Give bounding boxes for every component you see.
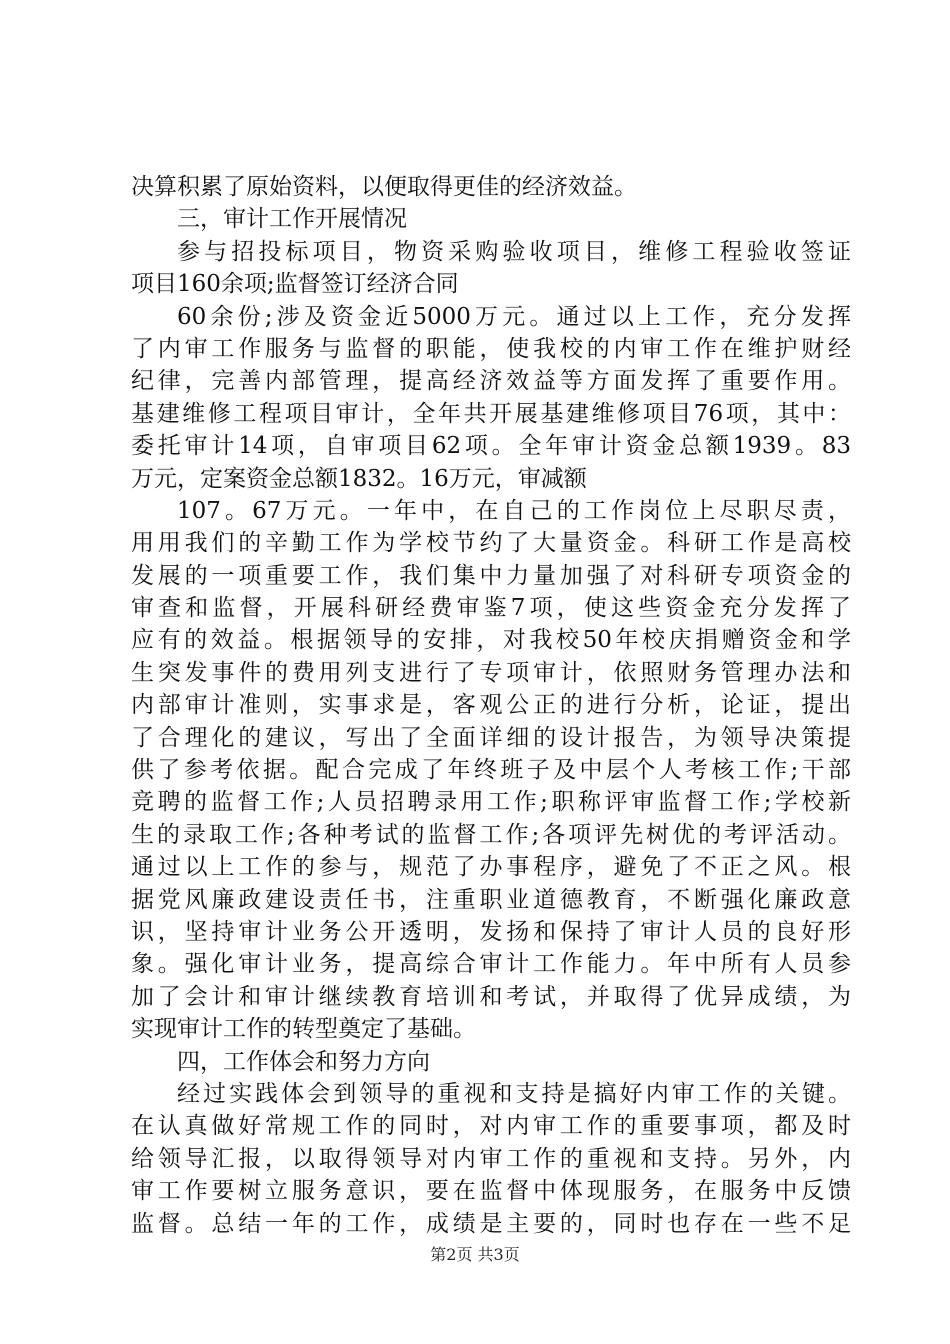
text-line: 经过实践体会到领导的重视和支持是搞好内审工作的关键。	[177, 1080, 851, 1107]
text-line: 应有的效益。根据领导的安排，对我校50年校庆捐赠资金和学	[131, 627, 851, 654]
page-footer: 第2页 共3页	[430, 1245, 520, 1264]
text-line: 生突发事件的费用列支进行了专项审计，依照财务管理办法和	[131, 659, 851, 686]
text-line: 了合理化的建议，写出了全面详细的设计报告，为领导决策提	[131, 724, 851, 751]
text-line: 通过以上工作的参与，规范了办事程序，避免了不正之风。根	[131, 854, 851, 881]
text-line: 竞聘的监督工作;人员招聘录用工作;职称评审监督工作;学校新	[131, 789, 851, 816]
text-line: 内部审计准则，实事求是，客观公正的进行分析，论证，提出	[131, 692, 851, 719]
text-line: 四，工作体会和努力方向	[177, 1048, 430, 1075]
text-line: 107。67万元。一年中，在自己的工作岗位上尽职尽责，	[177, 497, 851, 524]
document-body	[131, 171, 851, 1240]
text-line: 在认真做好常规工作的同时，对内审工作的重要事项，都及时	[131, 1113, 851, 1140]
text-line: 参与招投标项目，物资采购验收项目，维修工程验收签证	[177, 238, 851, 265]
text-line: 了内审工作服务与监督的职能，使我校的内审工作在维护财经	[131, 335, 851, 362]
text-line: 识，坚持审计业务公开透明，发扬和保持了审计人员的良好形	[131, 918, 851, 945]
text-line: 项目160余项;监督签订经济合同	[131, 271, 459, 298]
text-line: 万元，定案资金总额1832。16万元，审减额	[131, 465, 587, 492]
text-line: 监督。总结一年的工作，成绩是主要的，同时也存在一些不足	[131, 1210, 851, 1237]
text-line: 纪律，完善内部管理，提高经济效益等方面发挥了重要作用。	[131, 368, 851, 395]
text-line: 审工作要树立服务意识，要在监督中体现服务，在服务中反馈	[131, 1178, 851, 1205]
text-line: 60余份;涉及资金近5000万元。通过以上工作，充分发挥	[177, 303, 851, 330]
text-line: 加了会计和审计继续教育培训和考试，并取得了优异成绩，为	[131, 983, 851, 1010]
text-line: 给领导汇报，以取得领导对内审工作的重视和支持。另外，内	[131, 1145, 851, 1172]
text-line: 用用我们的辛勤工作为学校节约了大量资金。科研工作是高校	[131, 530, 851, 557]
text-line: 决算积累了原始资料，以便取得更佳的经济效益。	[131, 174, 637, 200]
text-line: 生的录取工作;各种考试的监督工作;各项评先树优的考评活动。	[131, 821, 851, 848]
text-line: 委托审计14项，自审项目62项。全年审计资金总额1939。83	[131, 433, 851, 460]
text-line: 基建维修工程项目审计，全年共开展基建维修项目76项，其中：	[131, 400, 851, 427]
text-line: 实现审计工作的转型奠定了基础。	[131, 1016, 476, 1043]
text-line: 象。强化审计业务，提高综合审计工作能力。年中所有人员参	[131, 951, 851, 978]
text-line: 据党风廉政建设责任书，注重职业道德教育，不断强化廉政意	[131, 886, 851, 913]
text-line: 发展的一项重要工作，我们集中力量加强了对科研专项资金的	[131, 562, 851, 589]
text-line: 三，审计工作开展情况	[177, 206, 407, 233]
text-line: 供了参考依据。配合完成了年终班子及中层个人考核工作;干部	[131, 757, 851, 784]
text-line: 审查和监督，开展科研经费审鉴7项，使这些资金充分发挥了	[131, 595, 851, 622]
